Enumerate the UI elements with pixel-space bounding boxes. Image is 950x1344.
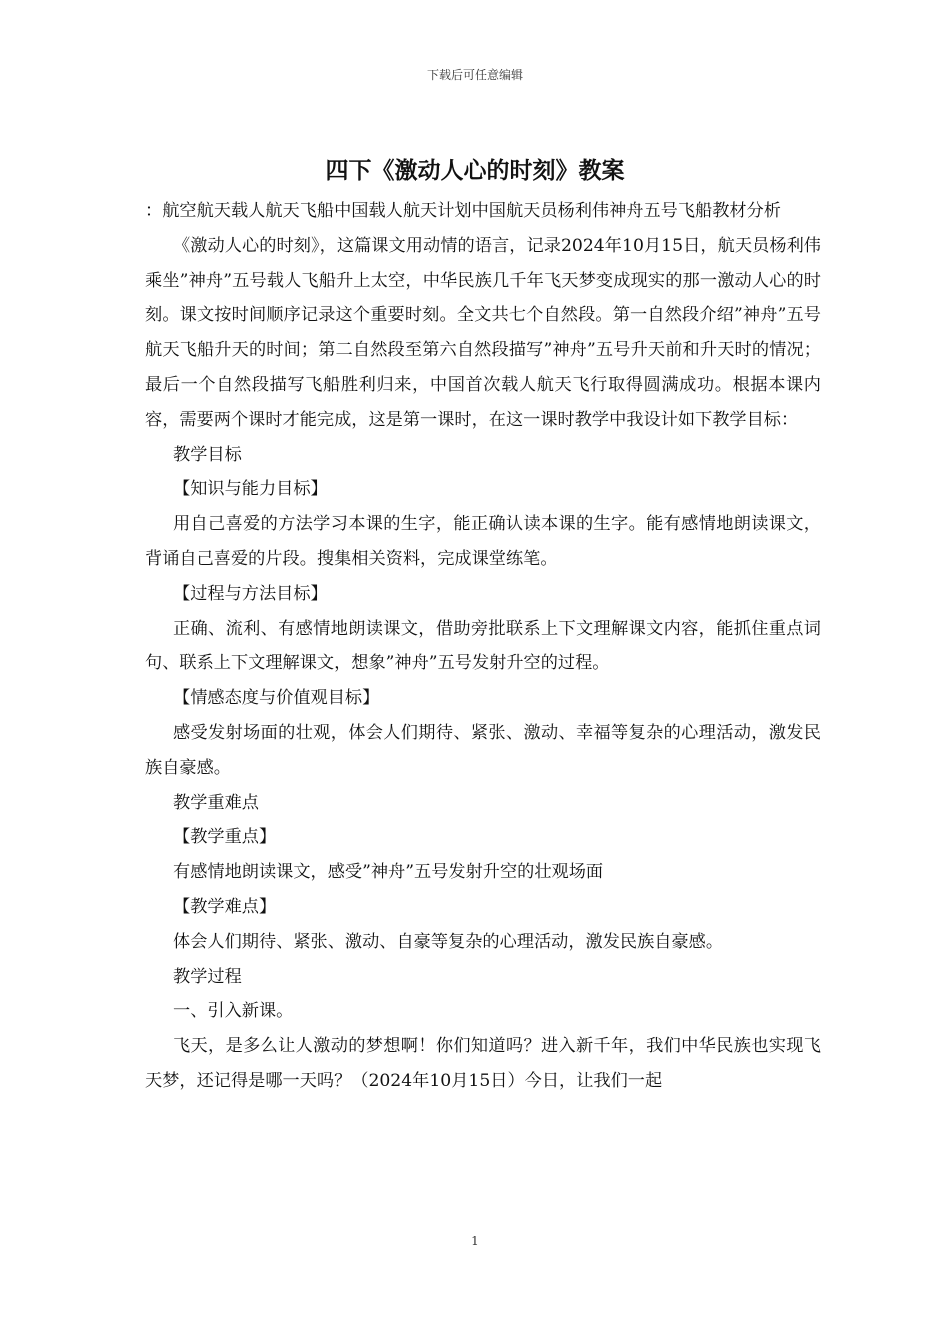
subsection-heading: 【情感态度与价值观目标】 [173,688,380,709]
paragraph: 正确、流利、有感情地朗读课文，借助旁批联系上下文理解课文内容，能抓住重点词句、联系上下文理解课文，想象”神舟”五号发射升空的过程。 [145,618,821,674]
section-heading: 教学重难点 [173,792,259,813]
paragraph: 有感情地朗读课文，感受”神舟”五号发射升空的壮观场面 [173,862,604,883]
paragraph: 体会人们期待、紧张、激动、自豪等复杂的心理活动，激发民族自豪感。 [173,931,724,952]
paragraph: 飞天，是多么让人激动的梦想啊！你们知道吗？进入新千年，我们中华民族也实现飞天梦，还记得是哪一天吗？（2024年10月15日）今日，让我们一起 [145,1036,821,1091]
subsection-heading: 【教学难点】 [173,896,277,917]
page-number: 1 [471,1234,479,1248]
paragraph: 感受发射场面的壮观，体会人们期待、紧张、激动、幸福等复杂的心理活动，激发民族自豪感。 [145,722,821,778]
paragraph: 《激动人心的时刻》，这篇课文用动情的语言，记录2024年10月15日，航天员杨利伟乘坐”神舟”五号载人飞船升上太空，中华民族几千年飞天梦变成现实的那一激动人心的时刻。课文按时间顺序记录这个重要时刻。全文共七个自然段。第一自然段介绍”神舟”五号航天飞船升天的时间；第二自然段至第六自然段描写”神舟”五号升天前和升天时的情况；最后一个自然段描写飞船胜利归来，中国首次载人航天飞行取得圆满成功。根据本课内容，需要两个课时才能完成，这是第一课时，在这一课时教学中我设计如下教学目标： [145,235,821,430]
document-body [145,194,821,1099]
section-heading: 教学过程 [173,966,242,987]
subsection-heading: 【过程与方法目标】 [173,583,328,604]
section-heading: 一、引入新课。 [173,1001,294,1022]
section-heading: 教学目标 [173,444,242,465]
subsection-heading: 【知识与能力目标】 [173,479,328,500]
page-header: 下载后可任意编辑 [426,68,523,82]
document-title: 四下《激动人心的时刻》教案 [325,158,625,184]
paragraph: 用自己喜爱的方法学习本课的生字，能正确认读本课的生字。能有感情地朗读课文，背诵自己喜爱的片段。搜集相关资料，完成课堂练笔。 [145,514,821,569]
paragraph: ：航空航天载人航天飞船中国载人航天计划中国航天员杨利伟神舟五号飞船教材分析 [145,201,781,221]
subsection-heading: 【教学重点】 [173,827,277,848]
